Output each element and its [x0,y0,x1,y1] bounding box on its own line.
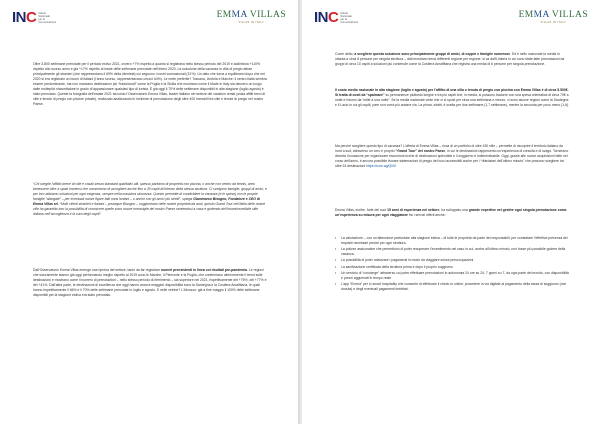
emma-villas-logo-name: EMMA VILLAS [518,10,588,20]
inc-logo-subtitle: Istituto Nazionale per la Comunicazione [38,11,57,24]
left-paragraph-1-wrap [33,62,268,107]
inc-logo-mark: INC [12,9,37,26]
right-paragraph-1: Come detto, a scegliere questa soluzione sono principalmente gruppi di amici, di coppie e famiglie numerose. Ed è nello nazionale la media in ottanta a circa 8 persone per singola struttura – dati mostrano trend differenti regione per regione: si va dall’Umbria in cui sono state fatte prenotazioni da gruppi di circa 10 ospiti a soluzioni più contenute come la Costiera Amalfitana che registra una media di 6 persone per singola prenotazione. [335,52,565,66]
left-page [0,0,298,424]
right-paragraph-2: Il costo medio nazionale in alta stagione (luglio e agosto) per l’affitto di una villa o tenuta di pregio con piscina con Emma Villas è di circa 5.500€. Si tratta di costi da “spalmare” su permanenze piuttosto lunghe e tra più ospiti che, in media, si possono tradurre con una spesa orientativa di circa 70€ a notte e intorno da “mille a una notte”. Se la media nazionale vede che ci si spost per circa una settimana e mezzo, vi sono alcune regioni come la Sardegna e il Lazio in cui gli ospiti, pare non vorrà più andare via. La prima, infatti, è scelta per due settimane (1,7 settimane), mentre la seconda per poco meno (1,6). [335,88,570,107]
right-page [302,0,600,424]
emma-villas-logo [217,10,286,24]
list-item: • La valutazione – con un’attenzione particolare alla stagione estiva – di tutte le proprietà da parte dei responsabili, per constatare l’effettiva presenza dei requisiti necessari precisi per ogni struttura. [335,236,570,246]
list-item: • La sanificazione certificata della struttura prima e dopo il proprio soggiorno [335,265,570,270]
booking-link[interactable]: https://uom.ag/Qh9I [366,164,396,168]
page-header [12,10,286,30]
left-paragraph-1: Oltre 3.800 settimane prenotate per il periodo estivo 2021, ovvero +7% rispetto a quanto si registrava nello stesso periodo del 2019 e addirittura +110% rispetto allo scorso anno e già +17% rispetto al totale delle settimane prenotate nell’intero 2020. La soluzione della vacanza in villa di pregio attrae principalmente gli stranieri (che rappresentano il 69% della clientela) cui seguono i nostri connazionali (31%). Un dato che torna a equilibrarsi dopo che nel 2020 si era registrato un boom di italiani (l’anno scorso, rappresentavano circa il 64%). Le mete preferite? Toscana, Umbria e Marche: il centro Italia sembra essere predominante, ma non mancano destinazioni più “tradizionali” come la Puglia e la Sicilia che mostrano come il Made in Italy sia davvero un luogo dalle molteplici sfaccettature in grado di appassionare qualsiasi tipo di turista. È già oggi il 70% delle settimane disponibili in alta stagione (luglio-agosto) è stato prenotato. Queste la fotografia dell’estate 2021 secondo l’Osservatorio Emma Villas, leader italiano nel settore del vacation rental (ossia affitti brevi di ville e tenute di pregio con piscine private), realizzato analizzando le richieste di prenotazione degli oltre 400 immobili tra ville e tenute di pregio nel nostro Paese. [33,62,267,106]
right-paragraph-2-wrap [335,88,570,108]
inc-logo [314,10,366,25]
right-paragraph-4: Emma Villas, inoltre, forte dei suoi 15 anni di esperienza nel settore, ha sviluppato una grande expertise nel gestire ogni singola prenotazione come un’esperienza su misura per ogni viaggiatore fra i servizi offerti anche: [335,208,567,217]
list-item: • La possibilità di poter rateizzare i pagamenti in modo da viaggiare senza preoccupazioni [335,258,570,263]
left-paragraph-3-wrap [33,268,268,298]
emma-villas-logo-tagline: VILLAS IN ITALY [238,21,265,24]
page-header [314,10,588,30]
emma-villas-logo-tagline: VILLAS IN ITALY [540,21,567,24]
inc-logo-subtitle: Istituto Nazionale per la Comunicazione [340,11,359,24]
right-paragraph-3-wrap [335,144,570,169]
services-list [335,236,570,292]
inc-logo [12,10,64,25]
inc-logo-mark: INC [314,9,339,26]
emma-villas-logo-name: EMMA VILLAS [216,10,286,20]
left-quote-wrap [33,182,268,217]
right-paragraph-4-wrap [335,208,570,218]
emma-villas-logo [519,10,588,24]
services-list-wrap [335,236,570,293]
left-quote-paragraph: “Chi sceglie l’affitto breve di ville e casali senza standard qualitativi alti, spesso parliamo di proprietà con piscina, o anche con centro da tennis, area benessere oltre a spazi immensi che consentono di accogliere anche fino a 30 ospiti all’interno della stessa struttura. Ci scelgono famiglie, gruppi di amici, e per loro abbiamo soluzioni per ogni esigenza, sempre nella massima sicurezza. Questo permette di condividere la vacanza (e le spese) con le proprie famiglie “allargate” – per eventuali nuove figure fatti mesi lontani – o anche con gli amici più stretti”, spiega Giammarco Bisogno, Fondatore e CEO di Emma Villas srl. “Molti clienti stranieri e italiani – prosegue Bisogno – soggiornano nelle nostre proprietà da anni, questo Grand Tour nell’Italia delle nostre ville ha garantito loro la possibilità di conoscere quelle sono nuove meraviglie del nostro Paese sentendosi a casa e godendo dell’incontrovertibile stile italiano nell’accoglienza e la cura degli ospiti”. [33,182,267,216]
list-item: • La polizze assicurative che permettono di poter recuperare l’investimento nel caso in cui, anche all’ultimo minuto, non fosse più possibile godere della vacanza. [335,247,570,257]
list-item: • Un servizio di “concierge” attraverso cui poter effettuare prenotazioni in autonomia 24 ore su 24, 7 giorni su 7, da ogni parte del mondo, con disponibilità e prezzi aggiornati in tempo reale [335,271,570,281]
left-paragraph-3: Dall’Osservatorio Emma Villas emerge una ripresa del settore, tanto da far registrare numeri preesistenti in linea coi risultati pre-pandemia. Le regioni che sicuramente stanno già oggi performando meglio rispetto al 2019 sono le Marche, il Piemonte e la Puglia, che confermano ulteriormente il trend sulle destinazioni e mostrano come il numero di prenotazioni – nello stesso periodo di riferimento – sia superiore nel 2021, rispettivamente del +75%, del +77% e del +41%. Dall’altra parte, le destinazioni di eccellenza che oggi hanno ancora maggiori disponibilità sono la Sardegna e la Costiera Amalfitana, le quali hanno rispettivamente il 66% e il 70% delle settimane prenotate in luglio e agosto. E nelle vetrine? L’Abruzzo: già a fine maggio il 100% delle settimane disponibili per la stagione estiva era stato prenotato. [33,268,267,297]
right-paragraph-1-wrap [335,52,570,67]
right-paragraph-3: Ma perché scegliere questo tipo di vacanza? L’offerta di Emma Villas – ricca di un portfolio di oltre 430 ville – permette di riscoprire il territorio italiano da nord a sud, attraverso un vero e proprio “Grand Tour” del nostro Paese, in cui le destinazioni rappresento un’esperienza di crescita e di svago. Tornerano diventa l’occasione per organizzare escursioni ricche di destinazioni splendide e il soggiorno è indimenticabile. Oggi, grazie alle nuove acquisizioni fatte nel corso dell’anno, è ancora possibile trovare sistemazioni di pregio del luoci accessibili anche per i “ritardatari dell’ultimo minuto” che possono scegliere tra oltre 24 destinazioni https://uom.ag/Qh9I [335,144,569,168]
list-item: • L’app “Emma” per lo smart hospitality che consente di effettuare il check-in online; procedere in via digitale al pagamento della tassa di soggiorno (ove dovuta) e degli eventuali pagamenti forfettari. [335,282,570,292]
